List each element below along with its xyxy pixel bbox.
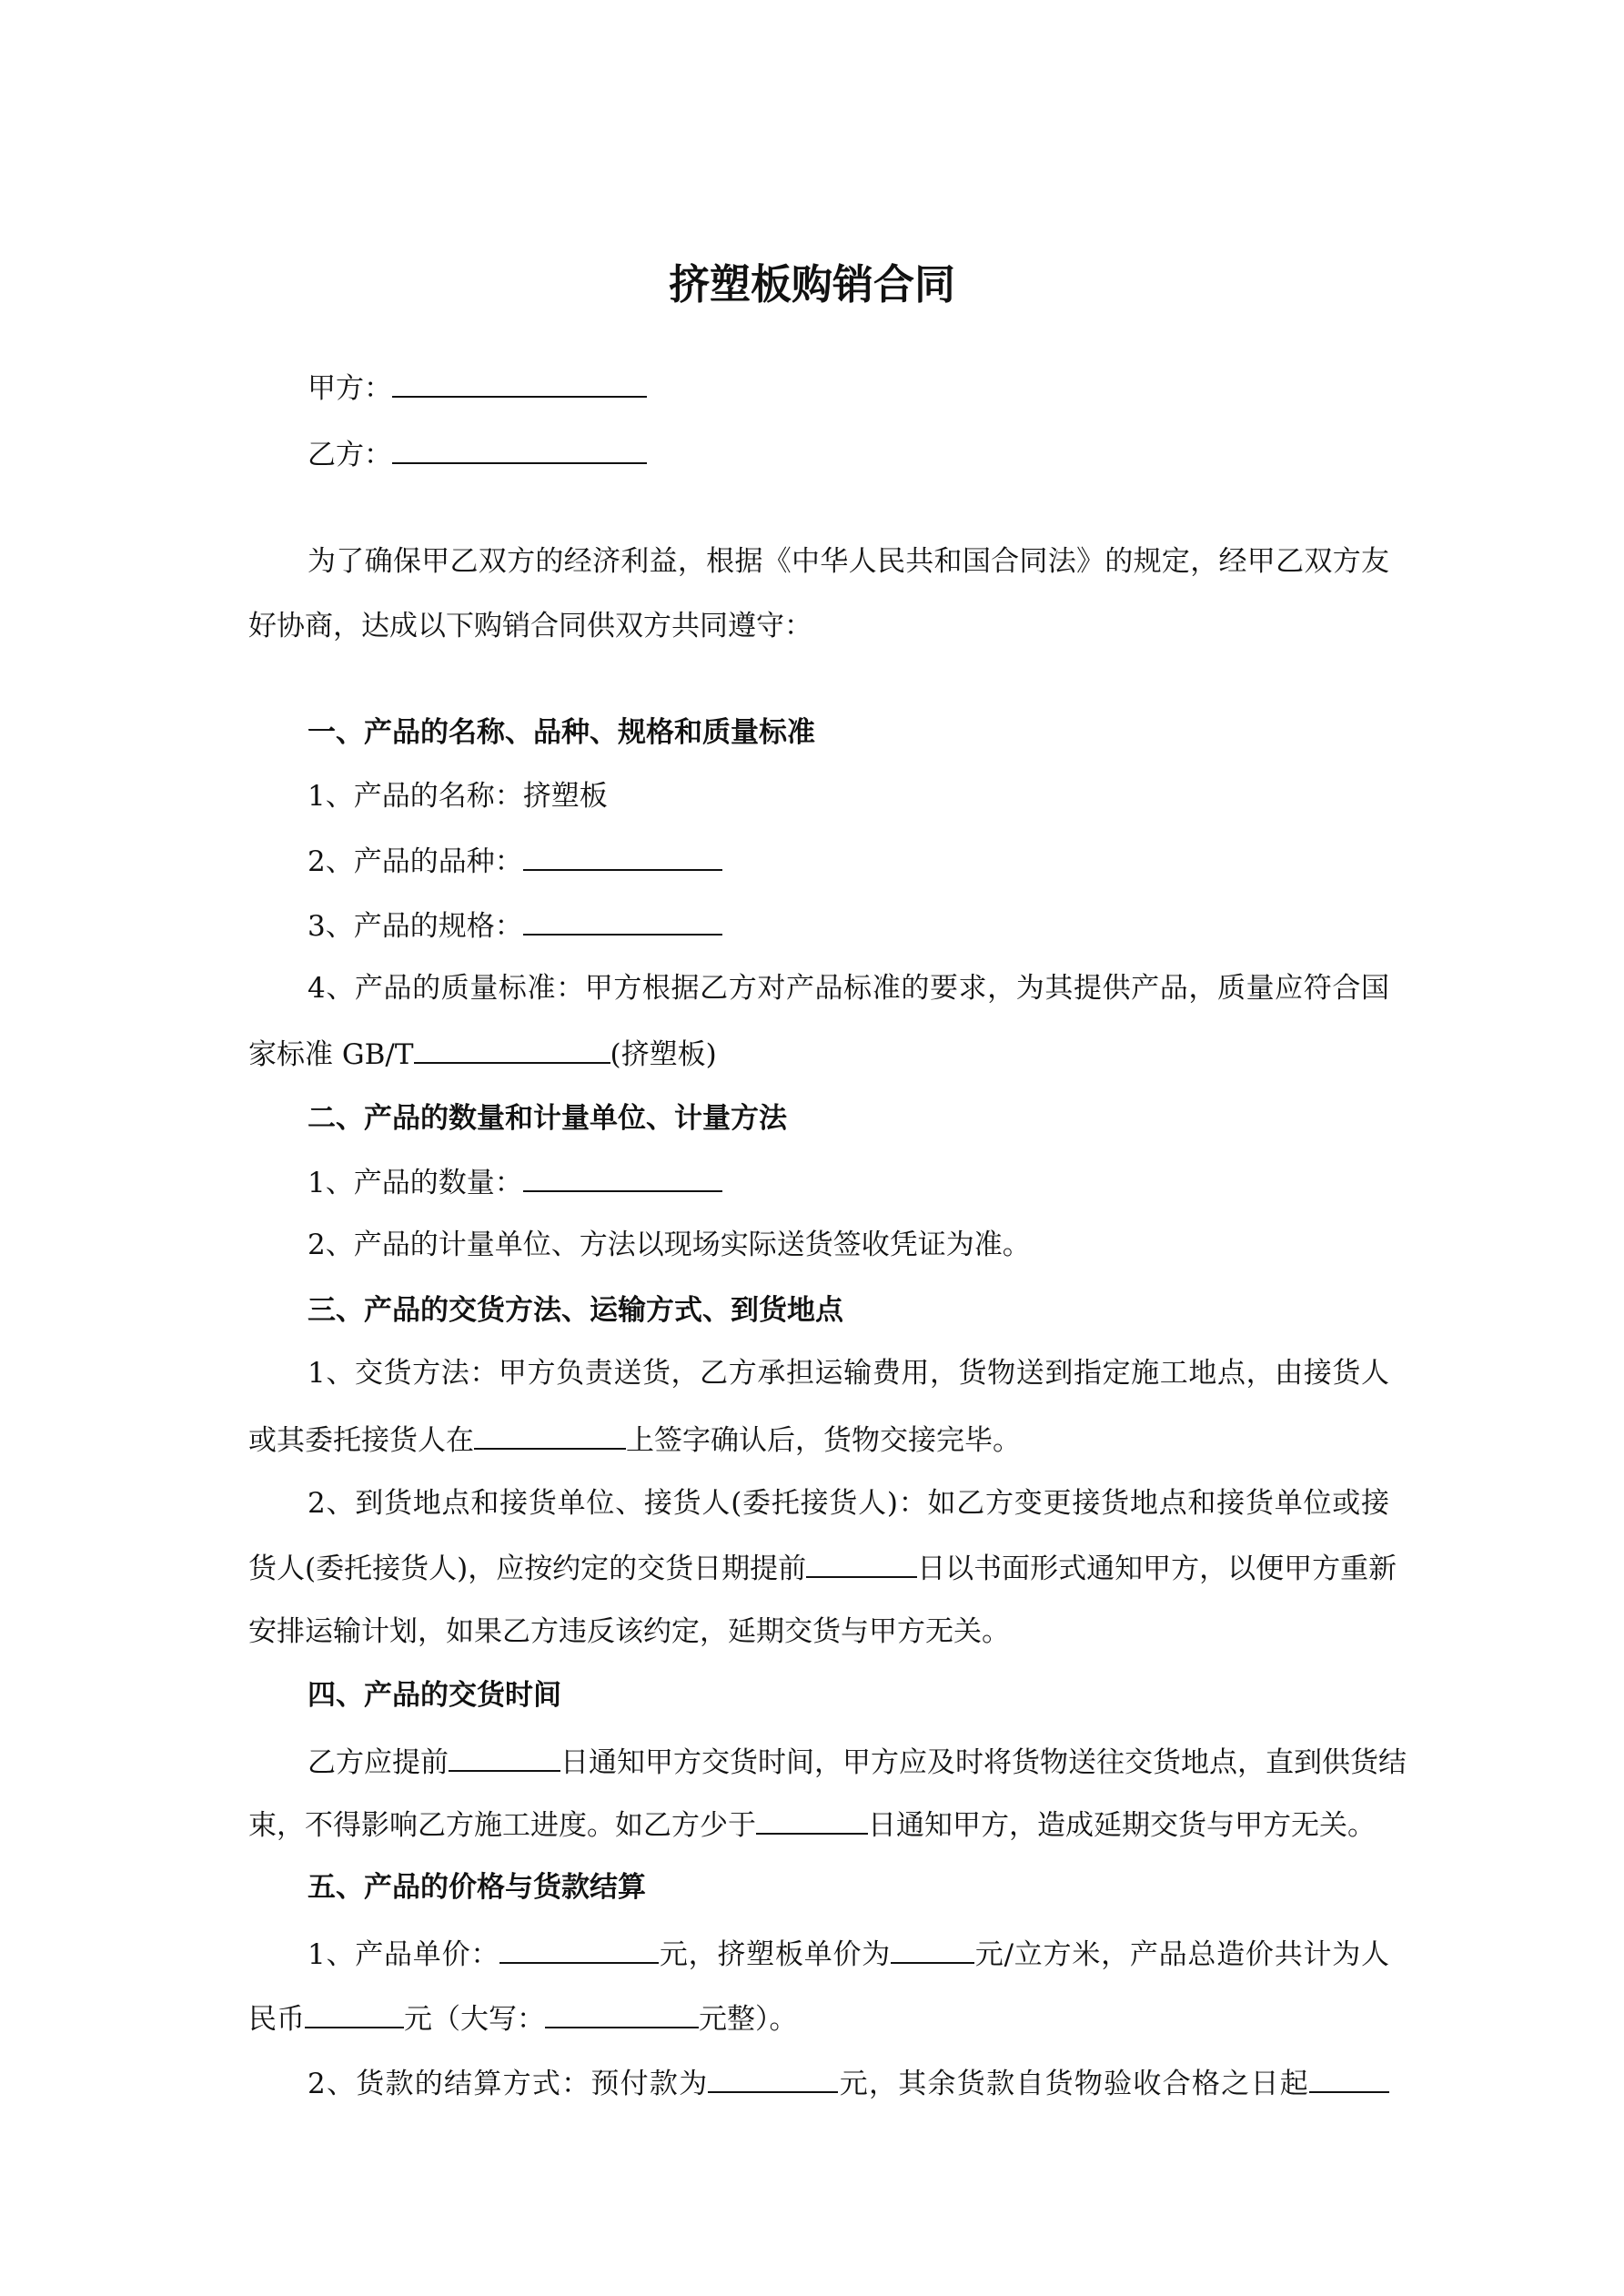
clause-text: 元整）。 xyxy=(699,2003,798,2036)
clause-line: 2、产品的计量单位、方法以现场实际送货签收凭证为准。 xyxy=(308,1229,1031,1261)
clause-line: 4、产品的质量标准：甲方根据乙方对产品标准的要求，为其提供产品，质量应符合国 xyxy=(308,972,1389,1005)
clause-line xyxy=(248,1999,1389,2036)
blank xyxy=(891,1935,974,1964)
blank xyxy=(806,1549,917,1578)
clause-line: 安排运输计划，如果乙方违反该约定，延期交货与甲方无关。 xyxy=(248,1615,1010,1648)
party-b-label: 乙方： xyxy=(308,439,392,471)
clause-line xyxy=(248,1035,1389,1071)
blank xyxy=(474,1421,626,1450)
clause-text: 元（大写： xyxy=(404,2003,545,2036)
blank xyxy=(523,1163,722,1192)
clause-text: 1、产品的数量： xyxy=(308,1167,523,1199)
blank xyxy=(449,1743,560,1772)
clause-text: 日通知甲方交货时间，甲方应及时将货物送往交货地点，直到供货结 xyxy=(560,1746,1407,1779)
clause-line xyxy=(308,1935,1389,1971)
clause-text: (挤塑板) xyxy=(610,1038,717,1071)
party-a-label: 甲方： xyxy=(308,372,392,405)
clause-text: 2、产品的品种： xyxy=(308,845,523,878)
clause-line xyxy=(308,2064,1389,2100)
intro-line: 为了确保甲乙双方的经济利益，根据《中华人民共和国合同法》的规定，经甲乙双方友 xyxy=(308,545,1389,578)
clause-line xyxy=(308,842,1389,878)
clause-line: 1、产品的名称：挤塑板 xyxy=(308,780,608,813)
intro-line: 好协商，达成以下购销合同供双方共同遵守： xyxy=(248,610,812,642)
clause-text: 家标准 GB/T xyxy=(248,1038,414,1071)
clause-text: 民币 xyxy=(248,2003,305,2036)
blank xyxy=(1309,2064,1389,2093)
clause-text: 货人(委托接货人)，应按约定的交货日期提前 xyxy=(248,1553,807,1585)
blank xyxy=(708,2064,838,2093)
blank xyxy=(305,1999,404,2028)
section-heading: 三、产品的交货方法、运输方式、到货地点 xyxy=(308,1294,843,1327)
party-a-line xyxy=(308,369,1389,405)
clause-text: 束，不得影响乙方施工进度。如乙方少于 xyxy=(248,1809,756,1842)
clause-line: 1、交货方法：甲方负责送货，乙方承担运输费用，货物送到指定施工地点，由接货人 xyxy=(308,1357,1389,1390)
clause-line xyxy=(248,1421,1389,1457)
party-b-blank xyxy=(392,435,647,464)
blank xyxy=(499,1935,659,1964)
party-a-blank xyxy=(392,369,647,398)
party-b-line xyxy=(308,435,1389,471)
clause-line xyxy=(308,1163,1389,1199)
blank xyxy=(545,1999,699,2028)
clause-line xyxy=(248,1549,1397,1585)
clause-text: 2、货款的结算方式：预付款为 xyxy=(308,2068,709,2100)
clause-text: 元，其余货款自货物验收合格之日起 xyxy=(838,2068,1309,2100)
document-title: 挤塑板购销合同 xyxy=(668,260,955,308)
blank xyxy=(523,842,722,871)
clause-text: 3、产品的规格： xyxy=(308,910,523,943)
clause-line xyxy=(308,1743,1407,1779)
clause-text: 上签字确认后，货物交接完毕。 xyxy=(626,1424,1021,1457)
clause-line xyxy=(248,1805,1389,1842)
blank xyxy=(523,906,722,936)
clause-text: 元/立方米，产品总造价共计为人 xyxy=(974,1938,1389,1971)
clause-text: 1、产品单价： xyxy=(308,1938,500,1971)
section-heading: 一、产品的名称、品种、规格和质量标准 xyxy=(308,716,815,749)
clause-text: 或其委托接货人在 xyxy=(248,1424,474,1457)
section-heading: 五、产品的价格与货款结算 xyxy=(308,1871,646,1904)
blank xyxy=(756,1805,868,1835)
blank xyxy=(414,1035,610,1064)
clause-text: 乙方应提前 xyxy=(308,1746,449,1779)
clause-line: 2、到货地点和接货单位、接货人(委托接货人)：如乙方变更接货地点和接货单位或接 xyxy=(308,1487,1389,1520)
clause-text: 日通知甲方，造成延期交货与甲方无关。 xyxy=(868,1809,1376,1842)
clause-text: 日以书面形式通知甲方，以便甲方重新 xyxy=(917,1553,1397,1585)
section-heading: 四、产品的交货时间 xyxy=(308,1679,561,1712)
section-heading: 二、产品的数量和计量单位、计量方法 xyxy=(308,1102,787,1135)
clause-line xyxy=(308,906,1389,943)
clause-text: 元，挤塑板单价为 xyxy=(659,1938,892,1971)
